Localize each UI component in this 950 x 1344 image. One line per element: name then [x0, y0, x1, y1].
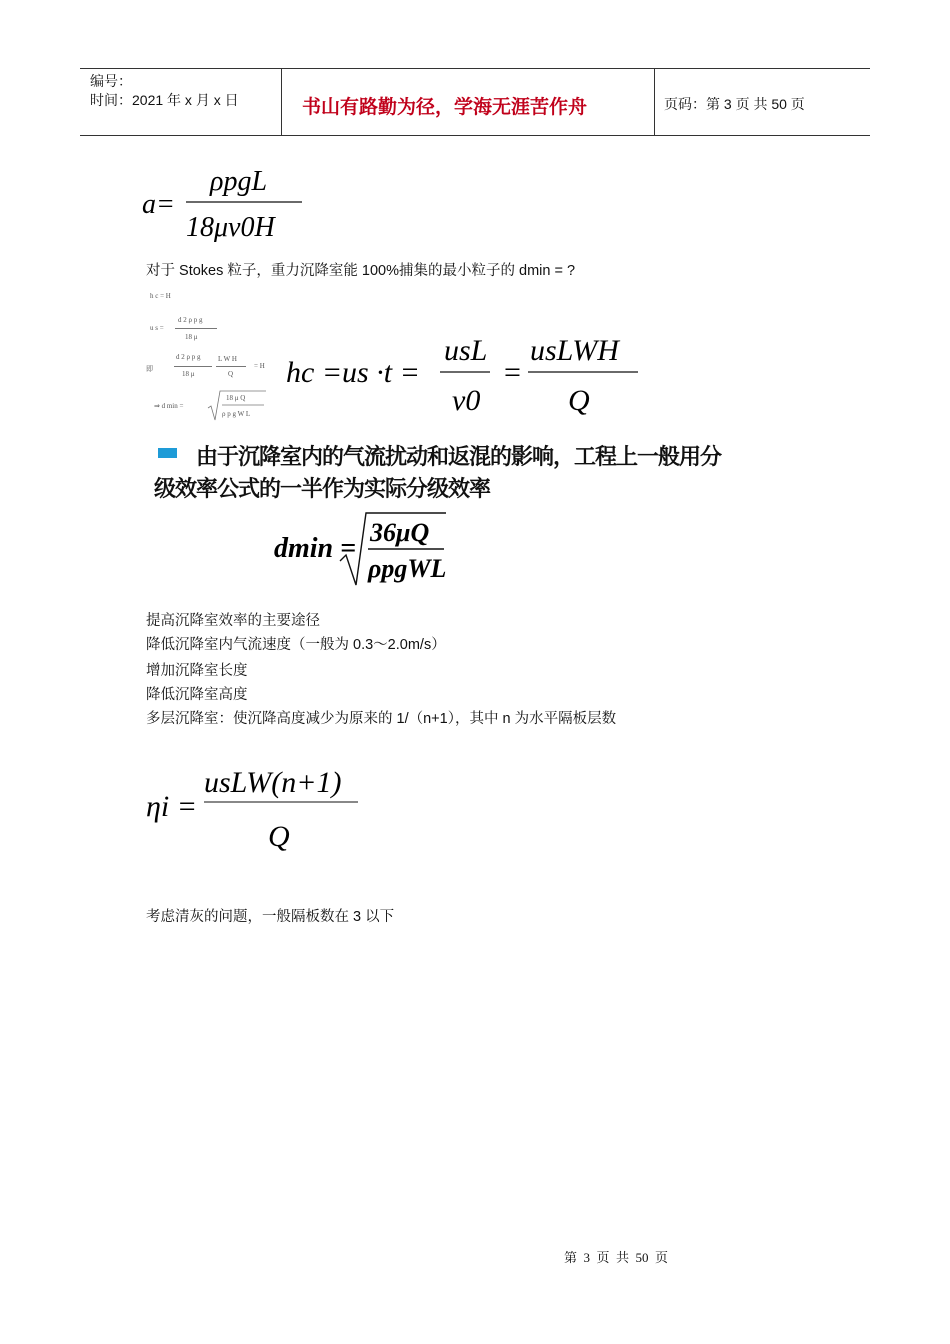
derivation-line-3e: Q: [228, 370, 234, 378]
bold-paragraph-line-2: 级效率公式的一半作为实际分级效率: [154, 477, 491, 502]
header-motto: 书山有路勤为径，学海无涯苦作舟: [302, 96, 588, 118]
formula-hc-frac2-den: Q: [568, 384, 590, 417]
derivation-line-4b: 18 μ Q: [226, 394, 246, 402]
formula-eta-lhs: ηi =: [146, 790, 197, 823]
list-item: 提高沉降室效率的主要途径: [146, 613, 320, 629]
formula-dmin-numerator: 36μQ: [370, 518, 430, 547]
bullet-square: [158, 448, 177, 458]
header-top-border: [80, 68, 870, 69]
header-divider-2: [654, 68, 655, 136]
derivation-line-3f: = H: [254, 362, 265, 370]
header-bottom-border: [80, 135, 870, 136]
formula-hc-eq: =: [504, 356, 521, 389]
derivation-line-3-bar1: [174, 366, 212, 367]
bold-paragraph-line-1: 由于沉降室内的气流扰动和返混的影响，工程上一般用分: [196, 445, 722, 470]
header-time-label: 时间：2021 年 x 月 x 日: [90, 92, 239, 108]
derivation-line-3b: d 2 ρ p g: [176, 353, 201, 361]
derivation-line-4a: ⇒ d min =: [154, 402, 184, 410]
formula-hc-lhs: hc =us ·t =: [286, 356, 420, 389]
formula-eta-graphic: [142, 758, 382, 858]
stokes-question-text: 对于 Stokes 粒子，重力沉降室能 100%捕集的最小粒子的 dmin = ?: [146, 263, 576, 279]
list-item: 降低沉降室内气流速度（一般为 0.3～2.0m/s）: [146, 637, 446, 653]
derivation-line-1: h c = H: [150, 292, 171, 300]
list-item: 多层沉降室：使沉降高度减少为原来的 1/（n+1），其中 n 为水平隔板层数: [146, 711, 617, 727]
formula-hc-frac2-num: usLWH: [530, 334, 619, 367]
header-page-info: 页码：第 3 页 共 50 页: [664, 96, 805, 112]
footer-page-number: 第 3 页 共 50 页: [564, 1250, 669, 1265]
formula-eta-numerator: usLW(n+1): [204, 766, 342, 799]
formula-hc-frac1-den: v0: [452, 384, 481, 417]
formula-a-lhs: a=: [142, 189, 175, 220]
formula-a-denominator: 18μv0H: [186, 212, 275, 243]
header-divider-1: [281, 68, 282, 136]
formula-a-graphic: [140, 160, 320, 250]
derivation-line-2c: 18 μ: [185, 333, 198, 341]
list-item: 降低沉降室高度: [146, 687, 248, 703]
formula-hc-frac1-num: usL: [444, 334, 488, 367]
derivation-line-2-bar: [175, 328, 217, 329]
derivation-line-3a: 即: [146, 365, 153, 373]
derivation-line-3c: 18 μ: [182, 370, 195, 378]
derivation-line-2b: d 2 ρ p g: [178, 316, 203, 324]
formula-dmin-lhs: dmin =: [274, 533, 357, 564]
derivation-line-2a: u s =: [150, 324, 164, 332]
formula-hc-graphic: [284, 330, 644, 422]
derivation-line-4c: ρ p g W L: [222, 410, 251, 418]
header-number-label: 编号：: [90, 73, 132, 89]
derivation-line-3d: L W H: [218, 355, 237, 363]
formula-a-numerator: ρpgL: [210, 166, 268, 197]
formula-dmin-graphic: [270, 505, 470, 595]
list-item: 增加沉降室长度: [146, 663, 248, 679]
formula-dmin-denominator: ρpgWL: [368, 554, 447, 583]
formula-eta-denominator: Q: [268, 820, 290, 853]
cleaning-note-text: 考虑清灰的问题，一般隔板数在 3 以下: [146, 909, 395, 925]
derivation-line-3-bar2: [216, 366, 246, 367]
